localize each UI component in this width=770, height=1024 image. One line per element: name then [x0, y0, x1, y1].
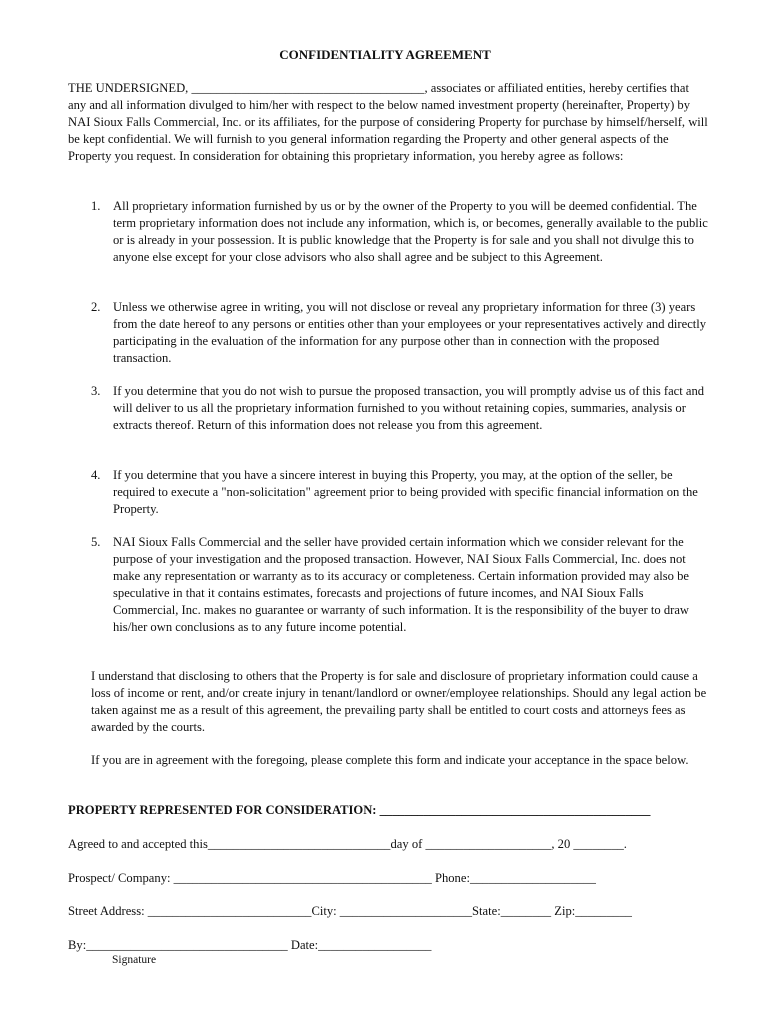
disclosure-paragraph: I understand that disclosing to others that the Property is for sale and disclosure of proprietary information could cause a loss of income or rent, and/or create injury in tenant/landlord or owner/employee relationships. Should any legal action be taken against me as a result of this agreement, the prevailing party shall be entitled to court costs and attorneys fees as awarded by the courts.: [91, 669, 707, 734]
list-item-number: 1.: [91, 199, 101, 213]
list-item: [91, 383, 711, 434]
list-item-number: 4.: [91, 468, 101, 482]
list-item: [91, 467, 711, 518]
list-item-number: 3.: [91, 384, 101, 398]
signature-caption: Signature: [112, 954, 157, 966]
list-item-number: 5.: [91, 535, 101, 549]
agreed-date-field[interactable]: Agreed to and accepted this_____________________________day of ____________________, 20 ________.: [68, 837, 627, 851]
document-title: CONFIDENTIALITY AGREEMENT: [279, 47, 491, 62]
list-item: [91, 198, 711, 266]
intro-paragraph: THE UNDERSIGNED, _____________________________________, associates or affiliated entities, hereby certifies that any and all information divulged to him/her with respect to the below named investment property (hereinafter, Property) by NAI Sioux Falls Commercial, Inc. or its affiliates, for the purpose of considering Property for purchase by himself/herself, will be kept confidential. We will furnish to you general information regarding the Property and other general aspects of the Property you request. In consideration for obtaining this proprietary information, you hereby agree as follows:: [68, 81, 708, 163]
list-item-text: If you determine that you have a sincere interest in buying this Property, you may, at the option of the seller, be required to execute a "non-solicitation" agreement prior to being provided with specific financial information on the Property.: [113, 468, 698, 516]
list-item-text: All proprietary information furnished by us or by the owner of the Property to you will be deemed confidential. The term proprietary information does not include any information, which is, or becomes, generally available to the public or is already in your possession. It is public knowledge that the Property is for sale and you shall not divulge this to anyone else except for your close advisors who also shall agree and be subject to this Agreement.: [113, 199, 708, 264]
address-field[interactable]: Street Address: __________________________City: _____________________State:________ Zip:_________: [68, 904, 632, 918]
list-item-number: 2.: [91, 300, 101, 314]
list-item: [91, 299, 711, 367]
list-item-text: If you determine that you do not wish to pursue the proposed transaction, you will promptly advise us of this fact and will deliver to us all the proprietary information furnished to you without retaining copies, summaries, analysis or extracts thereof. Return of this information does not release you from this agreement.: [113, 384, 705, 432]
list-item-text: Unless we otherwise agree in writing, you will not disclose or reveal any proprietary information for three (3) years from the date hereof to any persons or entities other than your employees or your representatives actively and directly participating in the evaluation of the information for any purpose other than in connection with the proposed transaction.: [113, 300, 707, 365]
acceptance-paragraph: If you are in agreement with the foregoing, please complete this form and indicate your acceptance in the space below.: [91, 753, 689, 767]
signature-date-field[interactable]: By:________________________________ Date:__________________: [68, 938, 432, 952]
list-item: [91, 534, 711, 635]
prospect-phone-field[interactable]: Prospect/ Company: _________________________________________ Phone:____________________: [68, 871, 596, 885]
list-item-text: NAI Sioux Falls Commercial and the seller have provided certain information which we consider relevant for the purpose of your investigation and the proposed transaction. However, NAI Sioux Falls Commercial, Inc. does not make any representation or warranty as to its accuracy or completeness. Certain information provided may also be speculative in that it contains estimates, forecasts and projections of future incomes, and NAI Sioux Falls Commercial, Inc. makes no guarantee or warranty of such information. It is the responsibility of the buyer to draw his/her own conclusions as to any future income potential.: [113, 535, 689, 634]
property-field[interactable]: PROPERTY REPRESENTED FOR CONSIDERATION: ___________________________________________: [68, 803, 651, 817]
